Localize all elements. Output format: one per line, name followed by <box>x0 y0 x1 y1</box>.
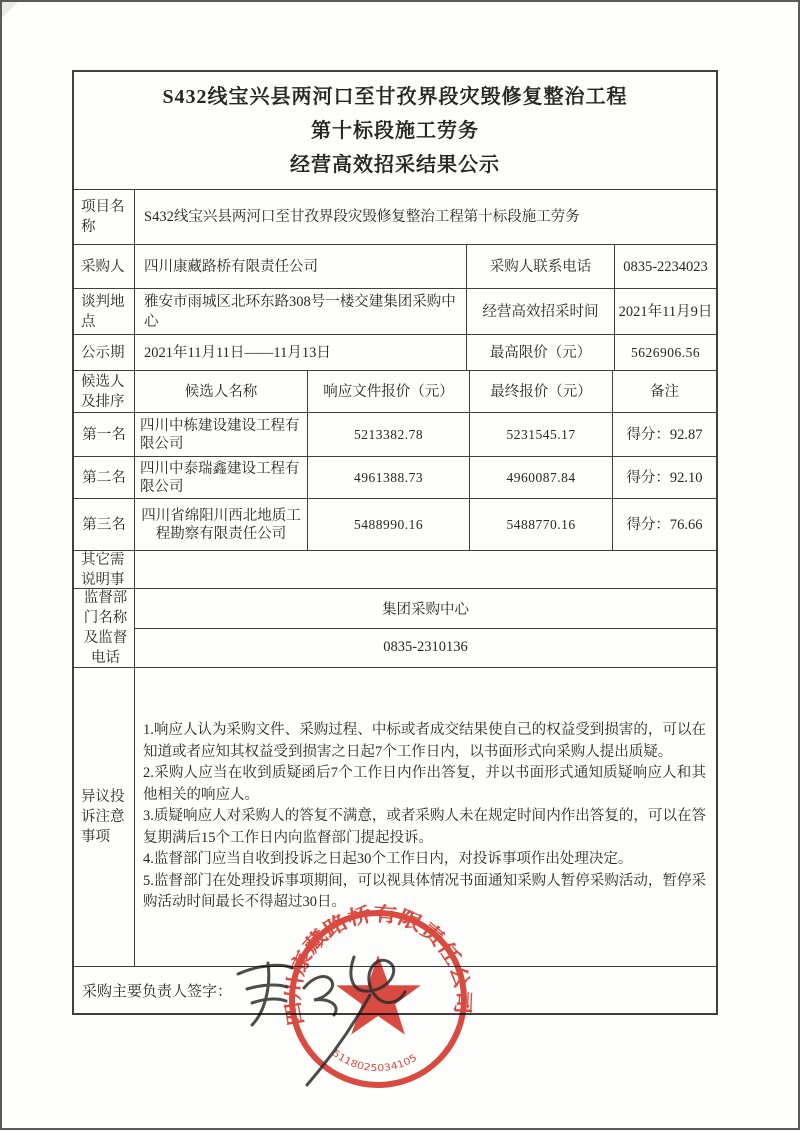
candidates-finalbid-header: 最终报价（元） <box>469 371 612 412</box>
candidate-1-docbid: 5213382.78 <box>307 413 469 456</box>
candidate-1-name: 四川中栋建设建设工程有限公司 <box>134 413 307 456</box>
supervision-label: 监督部门名称及监督电话 <box>83 590 128 666</box>
notice-item-1: 1.响应人认为采购文件、采购过程、中标或者成交结果使自己的权益受到损害的，可以在知道或者应知其权益受到损害之日起7个工作日内，以书面形式向采购人提出质疑。 <box>143 722 706 760</box>
supervision-name: 集团采购中心 <box>382 601 469 618</box>
publicity-value: 2021年11月11日——11月13日 <box>134 335 466 370</box>
candidate-3-docbid: 5488990.16 <box>307 499 469 550</box>
candidates-note-header: 备注 <box>612 371 716 412</box>
row-supervision <box>74 588 716 667</box>
seal-company-text: 四川康藏路桥有限责任公司 <box>282 903 474 1028</box>
price-limit-label: 最高限价（元） <box>466 335 614 370</box>
supervision-values <box>134 589 716 667</box>
purchaser-phone-label: 采购人联系电话 <box>466 245 614 288</box>
other-notes-value <box>134 551 716 588</box>
candidate-3-name: 四川省绵阳川西北地质工程勘察有限责任公司 <box>134 499 307 550</box>
title-block <box>74 72 716 189</box>
row-signature <box>74 966 716 1017</box>
other-notes-label: 其它需说明事 <box>81 551 125 588</box>
notice-item-2: 2.采购人应当在收到质疑函后7个工作日内作出答复，并以书面形式通知质疑响应人和其他相关的响应人。 <box>143 765 706 803</box>
row-purchaser <box>74 244 716 288</box>
candidate-3-finalbid: 5488770.16 <box>469 499 612 550</box>
signature-label: 采购主要负责人签字： <box>82 984 233 1000</box>
project-name-label: 项目名称 <box>81 199 125 235</box>
candidate-2-rank: 第二名 <box>82 469 126 486</box>
publicity-label: 公示期 <box>81 344 125 361</box>
notice-item-4: 4.监督部门应当自收到投诉之日起30个工作日内，对投诉事项作出处理决定。 <box>143 851 633 868</box>
venue-value: 雅安市雨城区北环东路308号一楼交建集团采购中心 <box>134 289 466 334</box>
objection-notice-body <box>134 668 716 966</box>
candidates-header-row <box>74 370 716 412</box>
project-name-value: S432线宝兴县两河口至甘孜界段灾毁修复整治工程第十标段施工劳务 <box>134 190 716 244</box>
announcement-table <box>72 70 718 1015</box>
purchaser-label: 采购人 <box>81 258 125 275</box>
candidate-row-2 <box>74 456 716 498</box>
candidates-docbid-header: 响应文件报价（元） <box>307 371 469 412</box>
candidate-1-note: 得分：92.87 <box>612 413 716 456</box>
svg-text:5118025034105 <box>330 1048 419 1074</box>
candidate-2-note: 得分：92.10 <box>612 457 716 498</box>
supervision-phone: 0835-2310136 <box>135 628 716 668</box>
objection-notice-label: 异议投诉注意事项 <box>81 789 125 845</box>
candidate-2-name: 四川中泰瑞鑫建设工程有限公司 <box>134 457 307 498</box>
page-corner-fold <box>2 2 18 18</box>
title-line-3: 经营高效招采结果公示 <box>290 153 500 176</box>
candidate-row-1 <box>74 412 716 456</box>
notice-item-5: 5.监督部门在处理投诉事项期间，可以视具体情况书面通知采购人暂停采购活动，暂停采购活动时间最长不得超过30日。 <box>143 872 706 911</box>
candidate-3-note: 得分：76.66 <box>612 499 716 550</box>
candidate-2-finalbid: 4960087.84 <box>469 457 612 498</box>
price-limit-value: 5626906.56 <box>614 335 716 370</box>
venue-label: 谈判地点 <box>81 293 125 330</box>
title-line-2: 第十标段施工劳务 <box>311 119 479 142</box>
candidates-rank-header: 候选人及排序 <box>81 373 125 410</box>
row-objection-notice <box>74 667 716 966</box>
candidate-3-rank: 第三名 <box>82 516 126 533</box>
bid-time-value: 2021年11月9日 <box>614 289 716 334</box>
row-project-name <box>74 189 716 244</box>
row-other-notes <box>74 550 716 588</box>
seal-serial-text: 5118025034105 <box>329 1047 419 1075</box>
candidate-row-3 <box>74 498 716 550</box>
notice-item-3: 3.质疑响应人对采购人的答复不满意，或者采购人未在规定时间内作出答复的，可以在答复期满后15个工作日内向监督部门提起投诉。 <box>143 808 706 846</box>
candidate-1-rank: 第一名 <box>82 426 126 443</box>
bid-time-label: 经营高效招采时间 <box>466 289 614 334</box>
candidates-name-header: 候选人名称 <box>134 371 307 412</box>
candidate-2-docbid: 4961388.73 <box>307 457 469 498</box>
row-publicity-period <box>74 334 716 370</box>
purchaser-phone-value: 0835-2234023 <box>614 245 716 288</box>
candidate-1-finalbid: 5231545.17 <box>469 413 612 456</box>
row-venue <box>74 288 716 334</box>
purchaser-value: 四川康藏路桥有限责任公司 <box>134 245 466 288</box>
title-line-1: S432线宝兴县两河口至甘孜界段灾毁修复整治工程 <box>162 85 628 108</box>
